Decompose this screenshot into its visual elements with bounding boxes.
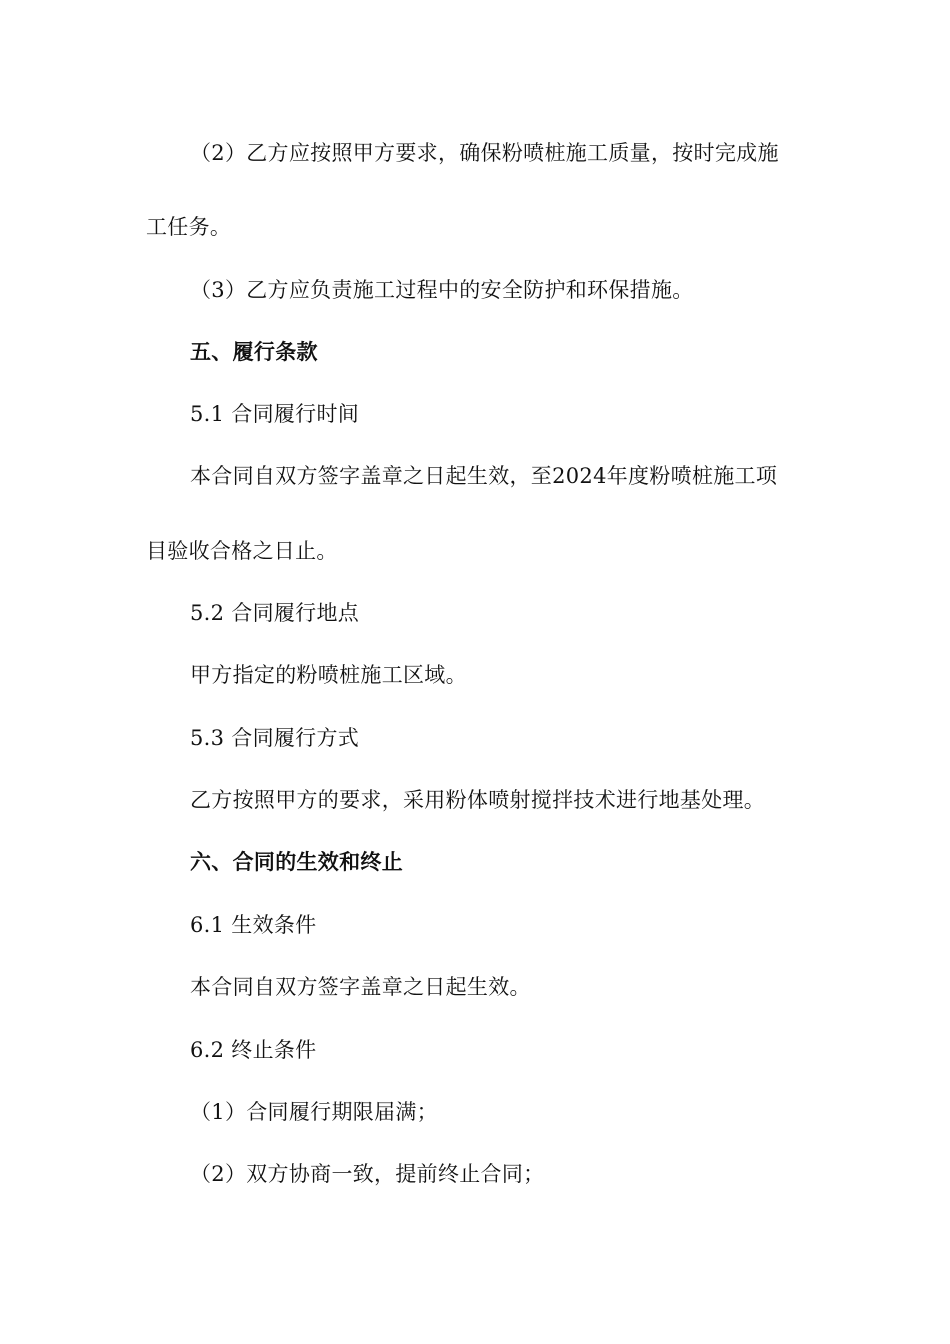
clause-4-item-3: （3）乙方应负责施工过程中的安全防护和环保措施。 bbox=[190, 278, 694, 302]
paragraph-5-2: 甲方指定的粉喷桩施工区域。 bbox=[190, 663, 467, 687]
subheading-5-2: 5.2 合同履行地点 bbox=[190, 601, 360, 625]
subheading-6-1: 6.1 生效条件 bbox=[190, 913, 317, 937]
paragraph-5-1-line-2: 目验收合格之日止。 bbox=[146, 539, 338, 563]
termination-item-1: （1）合同履行期限届满； bbox=[190, 1100, 438, 1124]
paragraph-5-3: 乙方按照甲方的要求，采用粉体喷射搅拌技术进行地基处理。 bbox=[190, 788, 766, 812]
clause-4-item-2-line-1: （2）乙方应按照甲方要求，确保粉喷桩施工质量，按时完成施 bbox=[190, 141, 779, 165]
termination-item-2: （2）双方协商一致，提前终止合同； bbox=[190, 1162, 545, 1186]
paragraph-5-1-line-1: 本合同自双方签字盖章之日起生效，至2024年度粉喷桩施工项 bbox=[190, 464, 778, 488]
section-heading-effect-termination: 六、合同的生效和终止 bbox=[190, 849, 403, 874]
paragraph-6-1: 本合同自双方签字盖章之日起生效。 bbox=[190, 975, 531, 999]
subheading-5-1: 5.1 合同履行时间 bbox=[190, 402, 360, 426]
section-heading-performance: 五、履行条款 bbox=[190, 339, 318, 364]
subheading-6-2: 6.2 终止条件 bbox=[190, 1038, 317, 1062]
clause-4-item-2-line-2: 工任务。 bbox=[146, 215, 232, 239]
subheading-5-3: 5.3 合同履行方式 bbox=[190, 726, 360, 750]
